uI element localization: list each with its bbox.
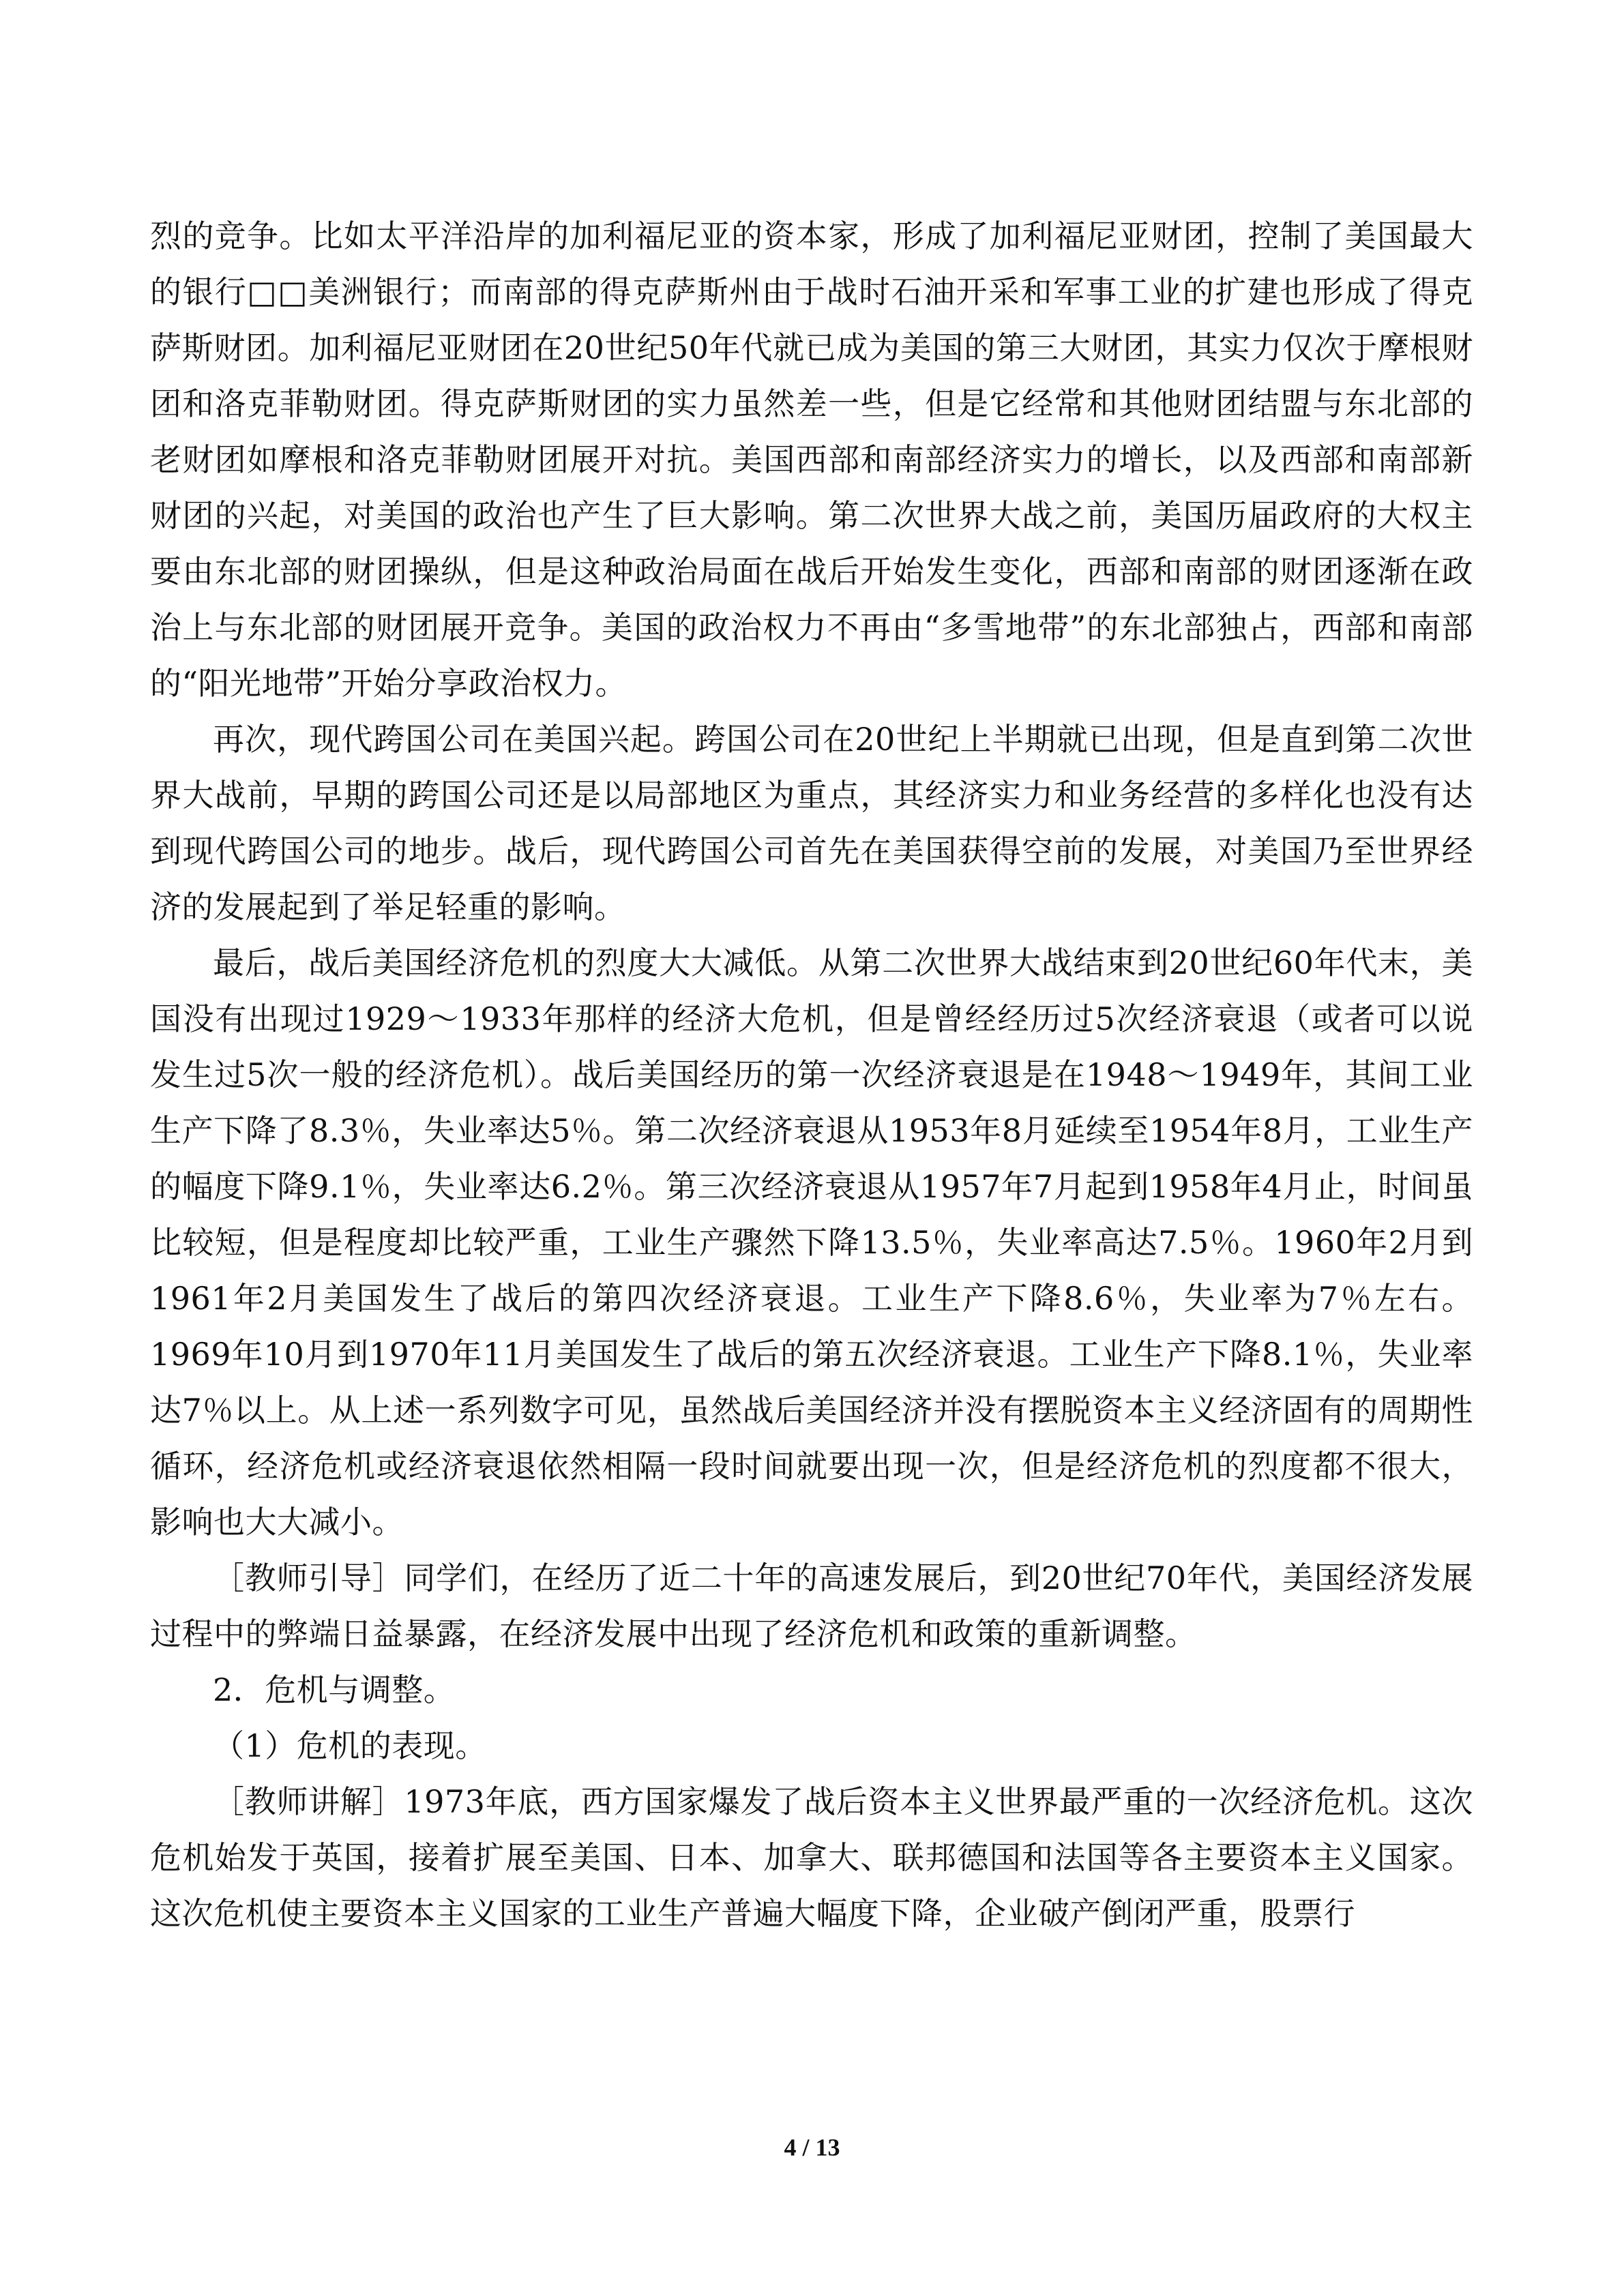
section-heading: 2．危机与调整。 — [213, 1671, 456, 1708]
document-body — [150, 208, 1473, 1941]
paragraph: 最后，战后美国经济危机的烈度大大减低。从第二次世界大战结束到20世纪60年代末，美国没有出现过1929～1933年那样的经济大危机，但是曾经经历过5次经济衰退（或者可以说发生过5次一般的经济危机）。战后美国经历的第一次经济衰退是在1948～1949年，其间工业生产下降了8.3％，失业率达5％。第二次经济衰退从1953年8月延续至1954年8月，工业生产的幅度下降9.1％，失业率达6.2％。第三次经济衰退从1957年7月起到1958年4月止，时间虽比较短，但是程度却比较严重，工业生产骤然下降13.5％，失业率高达7.5％。1960年2月到1961年2月美国发生了战后的第四次经济衰退。工业生产下降8.6％，失业率为7％左右。1969年10月到1970年11月美国发生了战后的第五次经济衰退。工业生产下降8.1％，失业率达7％以上。从上述一系列数字可见，虽然战后美国经济并没有摆脱资本主义经济固有的周期性循环，经济危机或经济衰退依然相隔一段时间就要出现一次，但是经济危机的烈度都不很大，影响也大大减小。 — [150, 944, 1473, 1540]
paragraph: 再次，现代跨国公司在美国兴起。跨国公司在20世纪上半期就已出现，但是直到第二次世界大战前，早期的跨国公司还是以局部地区为重点，其经济实力和业务经营的多样化也没有达到现代跨国公司的地步。战后，现代跨国公司首先在美国获得空前的发展，对美国乃至世界经济的发展起到了举足轻重的影响。 — [150, 721, 1473, 925]
paragraph: ［教师讲解］1973年底，西方国家爆发了战后资本主义世界最严重的一次经济危机。这次危机始发于英国，接着扩展至美国、日本、加拿大、联邦德国和法国等各主要资本主义国家。这次危机使主要资本主义国家的工业生产普遍大幅度下降，企业破产倒闭严重，股票行 — [150, 1783, 1473, 1932]
paragraph: ［教师引导］同学们，在经历了近二十年的高速发展后，到20世纪70年代，美国经济发展过程中的弊端日益暴露，在经济发展中出现了经济危机和政策的重新调整。 — [150, 1560, 1473, 1652]
paragraph: 烈的竞争。比如太平洋沿岸的加利福尼亚的资本家，形成了加利福尼亚财团，控制了美国最大的银行□□美洲银行；而南部的得克萨斯州由于战时石油开采和军事工业的扩建也形成了得克萨斯财团。加利福尼亚财团在20世纪50年代就已成为美国的第三大财团，其实力仅次于摩根财团和洛克菲勒财团。得克萨斯财团的实力虽然差一些，但是它经常和其他财团结盟与东北部的老财团如摩根和洛克菲勒财团展开对抗。美国西部和南部经济实力的增长，以及西部和南部新财团的兴起，对美国的政治也产生了巨大影响。第二次世界大战之前，美国历届政府的大权主要由东北部的财团操纵，但是这种政治局面在战后开始发生变化，西部和南部的财团逐渐在政治上与东北部的财团展开竞争。美国的政治权力不再由“多雪地带”的东北部独占，西部和南部的“阳光地带”开始分享政治权力。 — [150, 218, 1473, 702]
subsection-heading: （1）危机的表现。 — [213, 1727, 487, 1764]
page-number: 4 / 13 — [784, 2134, 840, 2161]
